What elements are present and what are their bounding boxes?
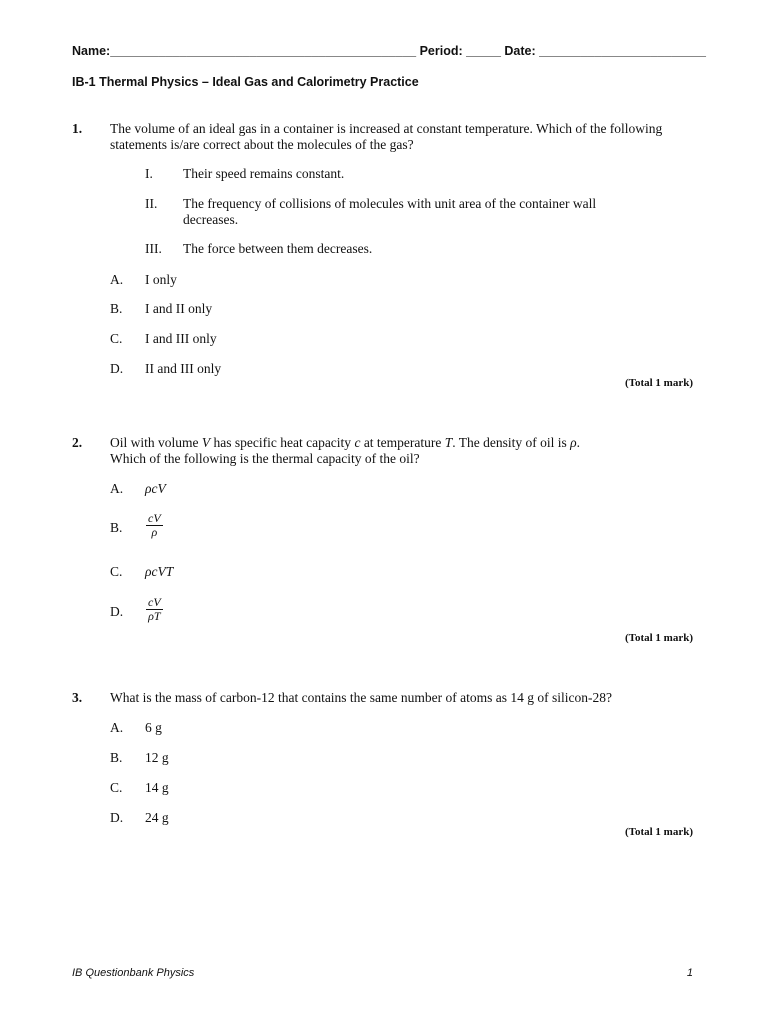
option-d[interactable]: II and III only — [145, 361, 222, 376]
option-a[interactable]: I only — [145, 272, 177, 287]
period-label: Period: — [419, 44, 463, 58]
option-b[interactable] — [146, 512, 163, 539]
statement-numeral: II. — [145, 196, 158, 211]
statement-text: Their speed remains constant. — [183, 166, 345, 181]
footer-source: IB Questionbank Physics — [72, 967, 195, 979]
name-blank[interactable]: ____________________________________________ — [110, 44, 417, 58]
option-letter: A. — [110, 272, 124, 287]
option-b[interactable]: 12 g — [145, 750, 169, 765]
option-a[interactable]: 6 g — [145, 720, 162, 735]
option-letter: A. — [110, 720, 124, 735]
option-letter: B. — [110, 750, 123, 765]
option-c[interactable]: I and III only — [145, 331, 217, 346]
statement-text: The frequency of collisions of molecules with unit area of the container wall decreases. — [183, 196, 597, 227]
statement-numeral: III. — [145, 241, 162, 256]
page-number: 1 — [686, 967, 693, 979]
question-3-text: What is the mass of carbon-12 that contains the same number of atoms as 14 g of silicon-28? — [110, 690, 612, 705]
option-a[interactable]: ρcV — [145, 481, 166, 496]
question-1-number: 1. — [72, 121, 83, 136]
page-title: IB-1 Thermal Physics – Ideal Gas and Calorimetry Practice — [72, 75, 419, 89]
total-mark: (Total 1 mark) — [624, 377, 693, 389]
option-c[interactable]: 14 g — [145, 780, 169, 795]
name-label: Name: — [72, 44, 111, 58]
option-d[interactable]: 24 g — [145, 810, 169, 825]
option-letter: B. — [110, 301, 123, 316]
statement-numeral: I. — [145, 166, 153, 181]
student-info-line — [72, 44, 706, 58]
date-label: Date: — [504, 44, 536, 58]
fraction-numerator: cV — [148, 511, 161, 525]
option-letter: B. — [110, 520, 123, 535]
option-d[interactable] — [146, 596, 163, 623]
option-b[interactable]: I and II only — [145, 301, 213, 316]
question-2-text: Oil with volume V has specific heat capacity c at temperature T. The density of oil is ρ. Which of the following is the thermal capacity of the oil? — [110, 435, 581, 466]
fraction-numerator: cV — [148, 595, 161, 609]
question-3-number: 3. — [72, 690, 83, 705]
date-blank[interactable]: ________________________ — [539, 44, 706, 58]
option-letter: C. — [110, 564, 123, 579]
question-1-text: The volume of an ideal gas in a container is increased at constant temperature. Which of the following statements is/are correct about the molecules of the gas? — [110, 121, 663, 152]
option-letter: C. — [110, 331, 123, 346]
option-letter: D. — [110, 361, 124, 376]
option-letter: A. — [110, 481, 124, 496]
option-c[interactable]: ρcVT — [145, 564, 174, 579]
option-letter: C. — [110, 780, 123, 795]
total-mark: (Total 1 mark) — [624, 826, 693, 838]
total-mark: (Total 1 mark) — [624, 632, 693, 644]
option-letter: D. — [110, 810, 124, 825]
fraction-denominator: ρT — [148, 609, 161, 623]
fraction-denominator: ρ — [151, 525, 158, 539]
option-letter: D. — [110, 604, 124, 619]
question-2-number: 2. — [72, 435, 83, 450]
statement-text: The force between them decreases. — [183, 241, 373, 256]
period-blank[interactable]: _____ — [466, 44, 501, 58]
